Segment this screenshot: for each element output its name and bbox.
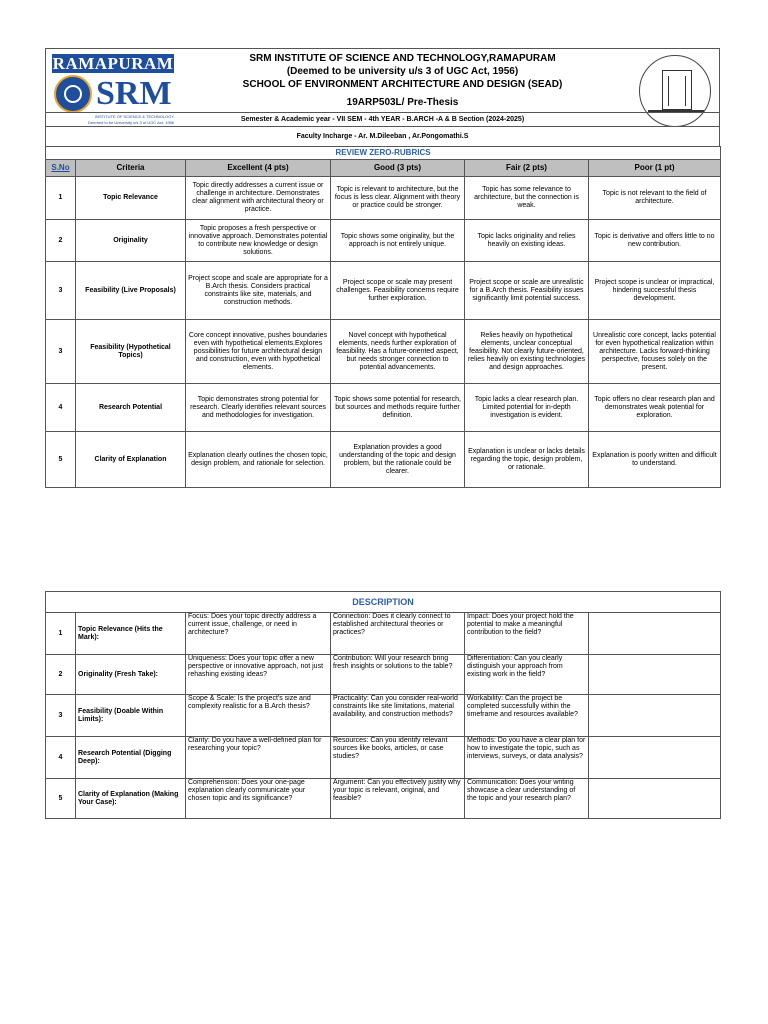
criteria-cell: Feasibility (Hypothetical Topics) — [76, 320, 186, 384]
row-number: 3 — [46, 695, 76, 737]
faculty-line: Faculty Incharge - Ar. M.Dileeban , Ar.Pongomathi.S — [46, 126, 719, 147]
rubric-row — [46, 177, 721, 220]
description-title: DESCRIPTION — [46, 592, 721, 613]
fair-cell: Relies heavily on hypothetical elements, unclear conceptual feasibility. Not clearly future-oriented, relies heavily on existing technologies and design approaches. — [465, 320, 589, 384]
logo-brand: RAMAPURAM — [52, 54, 174, 73]
row-number: 2 — [46, 220, 76, 262]
description-cell: Impact: Does your project hold the potential to make a meaningful contribution to the field? — [465, 613, 589, 655]
header-titles — [176, 52, 629, 108]
excellent-cell: Core concept innovative, pushes boundaries even with hypothetical elements.Explores possibilities for future architectural design and construction, even with hypothetical elements. — [186, 320, 331, 384]
rubric-header-row — [46, 160, 721, 177]
rubric-table — [45, 146, 721, 488]
description-cell: Practicality: Can you consider real-world constraints like site limitations, material availability, and construction methods? — [331, 695, 465, 737]
criteria-cell: Feasibility (Live Proposals) — [76, 262, 186, 320]
excellent-cell: Topic demonstrates strong potential for research. Clearly identifies relevant sources and methodologies for investigation. — [186, 384, 331, 432]
poor-cell: Unrealistic core concept, lacks potential for even hypothetical realization within architecture. Lacks forward-thinking perspective, focuses solely on the present. — [589, 320, 721, 384]
description-row — [46, 655, 721, 695]
description-cell — [589, 613, 721, 655]
rubric-row — [46, 320, 721, 384]
criteria-cell: Topic Relevance — [76, 177, 186, 220]
deemed-line: (Deemed to be university u/s 3 of UGC Act, 1956) — [286, 66, 519, 77]
description-cell — [589, 695, 721, 737]
description-cell: Scope & Scale: Is the project's size and complexity realistic for a B.Arch thesis? — [186, 695, 331, 737]
row-number: 3 — [46, 262, 76, 320]
excellent-cell: Topic proposes a fresh perspective or innovative approach. Demonstrates potential to contribute new knowledge or design solutions. — [186, 220, 331, 262]
row-number: 4 — [46, 384, 76, 432]
criteria-cell: Research Potential (Digging Deep): — [76, 737, 186, 779]
excellent-cell: Explanation clearly outlines the chosen topic, design problem, and rationale for selection. — [186, 432, 331, 488]
description-cell: Focus: Does your topic directly address a current issue, challenge, or need in architecture? — [186, 613, 331, 655]
description-row — [46, 779, 721, 819]
description-row — [46, 695, 721, 737]
rubric-sheet — [45, 48, 720, 488]
description-cell: Uniqueness: Does your topic offer a new perspective or innovative approach, not just rehashing existing ideas? — [186, 655, 331, 695]
col-header: Criteria — [76, 160, 186, 177]
semester-line: Semester & Academic year - VII SEM - 4th YEAR - B.ARCH -A & B Section (2024-2025) — [46, 112, 719, 127]
good-cell: Explanation provides a good understanding of the topic and design problem, but the rationale could be clearer. — [331, 432, 465, 488]
logo-mark: SRM — [96, 75, 172, 112]
description-cell — [589, 655, 721, 695]
good-cell: Topic shows some potential for research, but sources and methods require further definition. — [331, 384, 465, 432]
col-header[interactable]: S.No — [46, 160, 76, 177]
good-cell: Topic is relevant to architecture, but the focus is less clear. Alignment with theory or practice could be stronger. — [331, 177, 465, 220]
row-number: 2 — [46, 655, 76, 695]
rubric-row — [46, 432, 721, 488]
description-cell: Resources: Can you identify relevant sources like books, articles, or case studies? — [331, 737, 465, 779]
logo-tagline: Deemed to be University u/s 3 of UGC Act, 1956 — [88, 120, 174, 125]
poor-cell: Topic is derivative and offers little to no new contribution. — [589, 220, 721, 262]
description-cell: Contribution: Will your research bring fresh insights or solutions to the table? — [331, 655, 465, 695]
poor-cell: Topic is not relevant to the field of architecture. — [589, 177, 721, 220]
description-row — [46, 613, 721, 655]
description-cell: Methods: Do you have a clear plan for how to investigate the topic, such as interviews, surveys, or data analysis? — [465, 737, 589, 779]
description-sheet — [45, 591, 720, 819]
rubric-title: REVIEW ZERO-RUBRICS — [46, 147, 721, 160]
school-name: SCHOOL OF ENVIRONMENT ARCHITECTURE AND DESIGN (SEAD) — [242, 79, 563, 90]
col-header: Poor (1 pt) — [589, 160, 721, 177]
description-row — [46, 737, 721, 779]
description-cell: Argument: Can you effectively justify why your topic is relevant, original, and feasible? — [331, 779, 465, 819]
fair-cell: Topic has some relevance to architecture, but the connection is weak. — [465, 177, 589, 220]
good-cell: Project scope or scale may present challenges. Feasibility concerns require further exploration. — [331, 262, 465, 320]
description-cell — [589, 779, 721, 819]
description-cell: Communication: Does your writing showcase a clear understanding of the topic and your research plan? — [465, 779, 589, 819]
col-header: Good (3 pts) — [331, 160, 465, 177]
rubric-row — [46, 262, 721, 320]
row-number: 4 — [46, 737, 76, 779]
fair-cell: Project scope or scale are unrealistic for a B.Arch thesis. Feasibility issues significantly limit potential success. — [465, 262, 589, 320]
row-number: 5 — [46, 779, 76, 819]
excellent-cell: Topic directly addresses a current issue or challenge in architecture. Demonstrates clear alignment with architectural theory or practice. — [186, 177, 331, 220]
criteria-cell: Clarity of Explanation (Making Your Case): — [76, 779, 186, 819]
poor-cell: Explanation is poorly written and difficult to understand. — [589, 432, 721, 488]
fair-cell: Topic lacks originality and relies heavily on existing ideas. — [465, 220, 589, 262]
logo-subtitle: INSTITUTE OF SCIENCE & TECHNOLOGY — [94, 114, 174, 119]
description-cell: Clarity: Do you have a well-defined plan for researching your topic? — [186, 737, 331, 779]
rubric-row — [46, 384, 721, 432]
criteria-cell: Originality (Fresh Take): — [76, 655, 186, 695]
fair-cell: Explanation is unclear or lacks details regarding the topic, design problem, or rationale. — [465, 432, 589, 488]
description-cell: Workability: Can the project be completed successfully within the timeframe and resources available? — [465, 695, 589, 737]
criteria-cell: Feasibility (Doable Within Limits): — [76, 695, 186, 737]
col-header: Fair (2 pts) — [465, 160, 589, 177]
seal-icon — [54, 75, 92, 113]
criteria-cell: Topic Relevance (Hits the Mark): — [76, 613, 186, 655]
criteria-cell: Clarity of Explanation — [76, 432, 186, 488]
description-table — [45, 591, 721, 819]
good-cell: Topic shows some originality, but the approach is not entirely unique. — [331, 220, 465, 262]
description-cell: Differentiation: Can you clearly distinguish your approach from existing work in the field? — [465, 655, 589, 695]
document-header — [45, 48, 720, 146]
fair-cell: Topic lacks a clear research plan. Limited potential for in-depth investigation is evident. — [465, 384, 589, 432]
description-cell: Comprehension: Does your one-page explanation clearly communicate your chosen topic and its significance? — [186, 779, 331, 819]
institute-name: SRM INSTITUTE OF SCIENCE AND TECHNOLOGY,RAMAPURAM — [249, 53, 556, 64]
row-number: 3 — [46, 320, 76, 384]
row-number: 1 — [46, 177, 76, 220]
poor-cell: Project scope is unclear or impractical, hindering successful thesis development. — [589, 262, 721, 320]
rubric-row — [46, 220, 721, 262]
poor-cell: Topic offers no clear research plan and demonstrates weak potential for exploration. — [589, 384, 721, 432]
course-code: 19ARP503L/ Pre-Thesis — [346, 97, 459, 108]
criteria-cell: Research Potential — [76, 384, 186, 432]
description-cell — [589, 737, 721, 779]
description-cell: Connection: Does it clearly connect to established architectural theories or practices? — [331, 613, 465, 655]
row-number: 5 — [46, 432, 76, 488]
row-number: 1 — [46, 613, 76, 655]
col-header: Excellent (4 pts) — [186, 160, 331, 177]
good-cell: Novel concept with hypothetical elements, needs further exploration of feasibility. Has a future-oriented aspect, but needs stronger connection to potential advancements. — [331, 320, 465, 384]
criteria-cell: Originality — [76, 220, 186, 262]
excellent-cell: Project scope and scale are appropriate for a B.Arch thesis. Considers practical constraints like site, materials, and construction methods. — [186, 262, 331, 320]
